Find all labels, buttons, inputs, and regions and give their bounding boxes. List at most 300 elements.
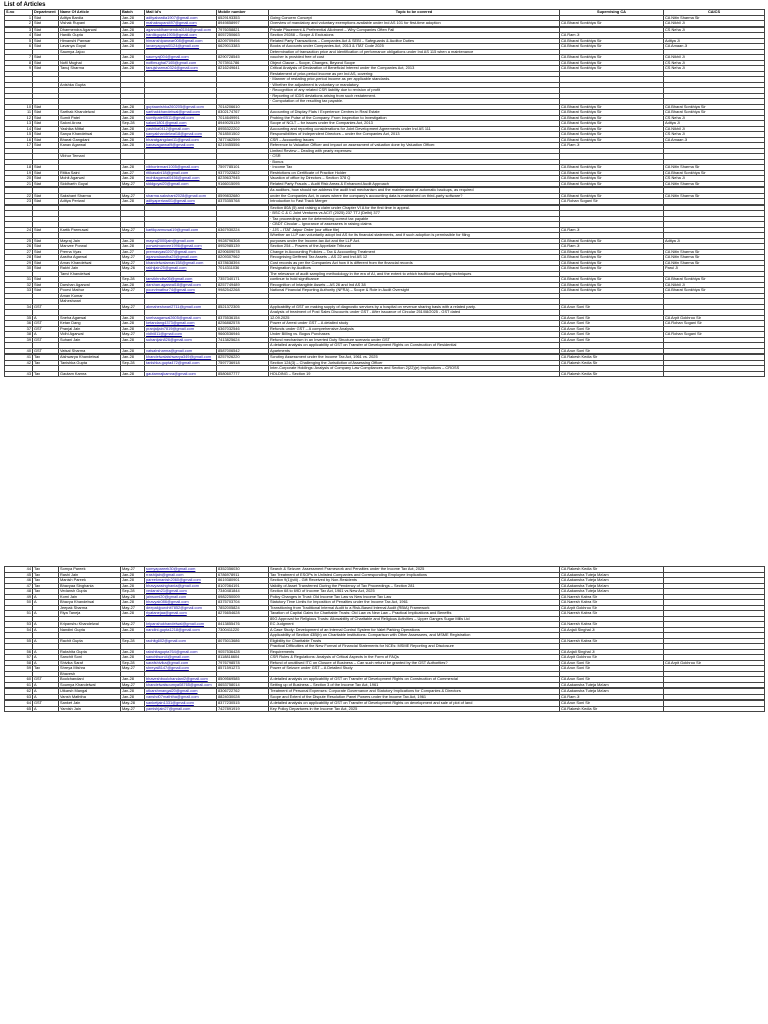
row-topic-cell: Key Policy Departures in the Income Tax Act, 2025 <box>269 706 560 712</box>
row-topic-cell: Apartments <box>269 348 560 354</box>
row-topic-cell: Probing the Pulse of the Company: From Inspection to Investigation <box>269 115 560 121</box>
row-supervising-cell: CA Aakansha Tuteja Ma'am <box>560 572 664 578</box>
row-mail-cell[interactable]: deepakjpurohit7852@gmail.com <box>145 605 217 611</box>
row-batch-cell: May-27 <box>121 666 145 672</box>
row-department-cell: Stat <box>33 288 59 294</box>
row-department-cell: Tax <box>33 371 59 377</box>
row-mail-cell[interactable]: hardikgupta1905@gmail.com <box>145 33 217 39</box>
row-mail-cell[interactable]: guptaanishka260205@gmail.com <box>145 104 217 110</box>
row-supervising-cell: CA Arun Soni Sir <box>560 321 664 327</box>
row-mobile-cell: 6219455556 <box>217 143 269 149</box>
row-topic-cell: voucher is provided free of cost <box>269 55 560 61</box>
row-mobile-cell: 8257749489 <box>217 282 269 288</box>
row-topic-cell: Accounting and reporting considerations for Joint Development Agreements under Ind AS 111 <box>269 126 560 132</box>
row-name-cell: Ketan Dang <box>59 321 121 327</box>
row-department-cell: GST <box>33 701 59 707</box>
row-mail-cell[interactable]: tanishka.gupta472@gmail.com <box>145 360 217 366</box>
row-name-cell: Vibhor Temani <box>59 154 121 160</box>
row-name-cell: Tanishka Gupta <box>59 360 121 366</box>
row-name-cell: Rashi Jain <box>59 572 121 578</box>
row-sno-cell: 41 <box>5 355 33 361</box>
row-name-cell: Dharmendra Agarwal <box>59 27 121 33</box>
row-mail-cell[interactable]: snehaagarwal2605@gmail.com <box>145 315 217 321</box>
row-sno-cell: 25 <box>5 238 33 244</box>
row-name-cell: Nofil Mughal <box>59 60 121 66</box>
row-mail-cell[interactable]: mohitagarwal0456@gmail.com <box>145 176 217 182</box>
row-mail-cell[interactable]: khandelwalarnav158@gmail.com <box>145 260 217 266</box>
row-mobile-cell: 6629013383 <box>217 44 269 50</box>
row-mail-cell[interactable]: sarthakkhandelwal@gmail.com <box>145 110 217 116</box>
row-sno-cell: 53 <box>5 622 33 628</box>
row-mail-cell[interactable]: agarwalaastha25@gmail.com <box>145 255 217 261</box>
row-sno-cell: 7 <box>5 55 33 61</box>
row-mobile-cell: 8290609078 <box>217 249 269 255</box>
row-topic-cell: A Case Study: Development of an Internal Control System for Valet Parking Operations <box>269 627 560 633</box>
row-department-cell: A <box>33 600 59 606</box>
row-name-cell: Hardik Gupta <box>59 33 121 39</box>
row-batch-cell: Sep-28 <box>121 121 145 127</box>
row-department-cell: A <box>33 611 59 617</box>
row-batch-cell: Jan-28 <box>121 611 145 617</box>
row-mobile-cell: 7597736918 <box>217 360 269 366</box>
row-mail-cell[interactable]: sanyakhandelwal18@gmail.com <box>145 132 217 138</box>
row-topic-cell: Restatement of prior-period income as per Ind AS, covering: <box>269 71 560 77</box>
row-name-cell: Soumya Khandelwal <box>59 682 121 688</box>
row-name-cell: Aditya Periwal <box>59 199 121 205</box>
row-mail-cell[interactable]: gautamrajkamra@gmail.com <box>145 371 217 377</box>
row-sno-cell: 6 <box>5 44 33 50</box>
row-topic-cell: Requirements <box>269 649 560 655</box>
row-mail-cell[interactable]: porwalmanvee1996@gmail.com <box>145 244 217 250</box>
row-department-cell: Stat <box>33 110 59 116</box>
row-department-cell: Tax <box>33 567 59 573</box>
row-sno-cell: 5 <box>5 38 33 44</box>
row-topic-cell: Tax Treatment of ESOPs in Unlisted Companies and Corresponding Employee Implications <box>269 572 560 578</box>
row-mail-cell[interactable]: nofilmughal7165@gmail.com <box>145 60 217 66</box>
row-batch-cell: May-27 <box>121 255 145 261</box>
row-name-cell: Manish Pareek <box>59 578 121 584</box>
row-topic-cell: continue to hold significance <box>269 277 560 283</box>
row-supervising-cell: CA Bharat Sonkhiya Sir <box>560 137 664 143</box>
row-name-cell: Sanchit Soni <box>59 655 121 661</box>
row-topic-cell: Scope of NCLT – for issues under the Companies Act, 2013 <box>269 121 560 127</box>
row-department-cell: Stat <box>33 199 59 205</box>
row-supervising-cell: CA Bharat Sonkhiya Sir <box>560 277 664 283</box>
row-caics-cell: CA Nikhil Ji <box>664 21 765 27</box>
row-name-cell: Sanya Khandelwal <box>59 132 121 138</box>
row-department-cell: A <box>33 638 59 644</box>
row-caics-cell: Parul Ji <box>664 266 765 272</box>
row-supervising-cell: CA Bharat Sonkhiya Sir <box>560 238 664 244</box>
row-topic-cell: Accounting of Display Flats / Experience Centres in Real Estate <box>269 110 560 116</box>
row-sno-cell: 11 <box>5 110 33 116</box>
row-mail-cell[interactable]: mahakrupani497@gmail.com <box>145 21 217 27</box>
row-sno-cell: 24 <box>5 227 33 233</box>
row-batch-cell: May-27 <box>121 193 145 199</box>
row-mobile-cell: 7014311036 <box>217 266 269 272</box>
row-mail-cell[interactable]: sumitpatel0511@gmail.com <box>145 115 217 121</box>
table-1-body <box>5 15 765 377</box>
row-mail-cell[interactable]: akmaheshwari2711@gmail.com <box>145 304 217 310</box>
row-name-cell: Prerna Vyas <box>59 249 121 255</box>
row-mail-cell[interactable]: tanujsharma0324@gmail.com <box>145 66 217 72</box>
row-name-cell: Vansh Maththa <box>59 694 121 700</box>
row-mail-cell[interactable]: vanshd07maththa@gmail.com <box>145 694 217 700</box>
row-mail-cell[interactable]: shreyal8147@gmail.com <box>145 666 217 672</box>
row-batch-cell: Jan-28 <box>121 572 145 578</box>
row-supervising-cell: CA Bharat Sonkhiya Sir <box>560 288 664 294</box>
row-supervising-cell: CA Arun Soni Sir <box>560 337 664 343</box>
row-mobile-cell: 8075013686 <box>217 638 269 644</box>
header-department: Department <box>33 10 59 16</box>
row-mail-cell[interactable]: rakshitagupta764@gmail.com <box>145 649 217 655</box>
row-caics-cell: CS Neha Ji <box>664 176 765 182</box>
row-mail-cell[interactable]: lavanyagoyal0124@gmail.com <box>145 44 217 50</box>
row-batch-cell: May-28 <box>121 594 145 600</box>
row-mobile-cell: 7852005824 <box>217 605 269 611</box>
row-name-cell: Bhavya Khandelwal <box>59 600 121 606</box>
row-mail-cell[interactable]: kanavagarwal9@gmail.com <box>145 143 217 149</box>
row-sno-cell: 22 <box>5 193 33 199</box>
row-batch-cell: Jan-28 <box>121 66 145 72</box>
row-mail-cell[interactable]: ritikasaini18@gmail.com <box>145 170 217 176</box>
row-mobile-cell: 7618501502 <box>217 132 269 138</box>
row-topic-cell: Scope and Extent of the Dispute Resolution Panel Powers under the Income Tax Act, 1961 <box>269 694 560 700</box>
row-department-cell: Stat <box>33 104 59 110</box>
row-department-cell: Stat <box>33 255 59 261</box>
row-mobile-cell: 7300411220 <box>217 627 269 633</box>
row-sno-cell: 64 <box>5 701 33 707</box>
row-department-cell: Stat <box>33 21 59 27</box>
row-department-cell: Stat <box>33 38 59 44</box>
row-mobile-cell: 8216249641 <box>217 66 269 72</box>
row-sno-cell: 63 <box>5 694 33 700</box>
row-mail-cell[interactable]: pareekmanish2060@gmail.com <box>145 578 217 584</box>
row-name-cell: Sanket Jain <box>59 701 121 707</box>
row-sno-cell: 44 <box>5 567 33 573</box>
row-mobile-cell: 7597785101 <box>217 165 269 171</box>
row-sno-cell: 26 <box>5 244 33 250</box>
row-sno-cell: 62 <box>5 689 33 695</box>
row-caics-cell <box>664 371 765 377</box>
row-mobile-cell: 7340481844 <box>217 589 269 595</box>
row-caics-cell: CA Nitin Sharma Sir <box>664 255 765 261</box>
row-caics-cell: CS Neha Ji <box>664 27 765 33</box>
row-mail-cell[interactable]: vedansh21@gmail.com <box>145 589 217 595</box>
row-mail-cell[interactable]: bhaveshboolchandani2@gmail.com <box>145 677 217 683</box>
row-name-cell: Aishwarya Khandelwal <box>59 355 121 361</box>
row-mail-cell[interactable]: prernavyas0207@gmail.com <box>145 249 217 255</box>
row-department-cell: Stat <box>33 44 59 50</box>
row-mobile-cell: 8276654628 <box>217 611 269 617</box>
row-caics-cell: CS Neha Ji <box>664 132 765 138</box>
row-department-cell: Stat <box>33 238 59 244</box>
row-topic-cell: under the Companies Act, in cases where the company's accounting data is maintained on third-party software? <box>269 193 560 199</box>
row-batch-cell: May-27 <box>121 227 145 233</box>
row-topic-cell: The relevance of audit sampling methodology in the era of AI, and the extent to which traditional sampling techniques <box>269 271 560 277</box>
row-mobile-cell: 8599832680 <box>217 193 269 199</box>
row-mail-cell[interactable]: utkarshmangal20@gmail.com <box>145 689 217 695</box>
row-topic-cell: Responsibilities of Independent Directors – under the Companies Act, 2013 <box>269 132 560 138</box>
row-mobile-cell: 8521372305 <box>217 304 269 310</box>
row-mail-cell[interactable]: riyatanejaa@gmail.com <box>145 611 217 617</box>
row-topic-cell: Reference to Valuation Officer and impact on assessment of valuation done by Valuation Officer. <box>269 143 560 149</box>
row-mobile-cell: 6786978911 <box>217 572 269 578</box>
row-caics-cell: CS Neha Ji <box>664 60 765 66</box>
header-mobile: Mobile number <box>217 10 269 16</box>
row-mail-cell[interactable]: ketandang4373@gmail.com <box>145 321 217 327</box>
row-sno-cell: 19 <box>5 170 33 176</box>
row-caics-cell: CA Nitin Sharma Sir <box>664 249 765 255</box>
row-mail-cell[interactable]: sharma.sakshant2028@gmail.com <box>145 193 217 199</box>
row-name-cell: Vishak Rupani <box>59 21 121 27</box>
row-mail-cell[interactable]: saumyaj004@gmail.com <box>145 55 217 61</box>
row-department-cell: A <box>33 315 59 321</box>
row-name-cell: Kanav Agarwal <box>59 143 121 149</box>
row-supervising-cell: CA Ram Ji <box>560 694 664 700</box>
row-topic-cell: Limited Review – Dealing with yearly expenses: <box>269 148 560 154</box>
table-2-body <box>5 567 765 712</box>
row-mail-cell[interactable]: mayraj2000jain@gmail.com <box>145 238 217 244</box>
row-mail-cell[interactable]: yashika0412@gmail.com <box>145 126 217 132</box>
row-supervising-cell: CA Bharat Sonkhiya Sir <box>560 165 664 171</box>
row-topic-cell: Treatment of Personal Expenses: Corporate Governance and Statutory Implications for Companies & Directors <box>269 689 560 695</box>
row-batch-cell: Jan-28 <box>121 583 145 589</box>
row-topic-cell: Related Party Transactions – Companies Act & SEBI – Safeguards & Auditor Duties <box>269 38 560 44</box>
row-mail-cell[interactable]: vibhortemani1005@gmail.com <box>145 165 217 171</box>
row-batch-cell: Jan-28 <box>121 176 145 182</box>
row-caics-cell: CA Bharat Sonkhiya Sir <box>664 288 765 294</box>
row-topic-cell: Section 68 to 69D of Income Tax Act, 1961 vs New Act, 2025 <box>269 589 560 595</box>
row-topic-cell: Analysis of treatment of Post Sales Discounts under GST - After issuance of Circular 251/08/2025 - GST dated <box>269 310 560 316</box>
row-sno-cell: 34 <box>5 304 33 310</box>
row-mail-cell[interactable]: himanshipanwar008@gmail.com <box>145 38 217 44</box>
row-mobile-cell: 7073911786 <box>217 60 269 66</box>
row-department-cell: Stat <box>33 33 59 39</box>
row-mail-cell[interactable]: vatsalrsharma@gmail.com <box>145 348 217 354</box>
row-mail-cell[interactable]: khandelwalsoumya08765@gmail.com <box>145 682 217 688</box>
row-supervising-cell: CA Bharat Sonkhiya Sir <box>560 282 664 288</box>
row-supervising-cell: CA Rakesh Kedia Sir <box>560 567 664 573</box>
row-sno-cell: 4 <box>5 33 33 39</box>
row-mail-cell[interactable]: siddgoyal20@gmail.com <box>145 181 217 187</box>
row-department-cell: Stat <box>33 55 59 61</box>
row-topic-cell: 80G Approval for Religious Trusts: Allowability of Charitable and Religious Activities – Upper Ganges Sugar Mills Ltd <box>269 616 560 622</box>
row-mobile-cell: 9057536428 <box>217 649 269 655</box>
row-sno-cell: 33 <box>5 288 33 294</box>
row-mail-cell[interactable]: sarafshivika@gmail.com <box>145 660 217 666</box>
row-department-cell: A <box>33 706 59 712</box>
row-batch-cell: Jan-28 <box>121 199 145 205</box>
header-name: Name Of Article <box>59 10 121 16</box>
row-supervising-cell: CA Ram Ji <box>560 244 664 250</box>
row-caics-cell: CA Amaan Ji <box>664 44 765 50</box>
row-mobile-cell: 8377230515 <box>217 701 269 707</box>
row-name-cell: Himanshi Panwar <box>59 38 121 44</box>
row-sno-cell: 28 <box>5 255 33 261</box>
header-topic: Topic to be covered <box>269 10 560 16</box>
row-mail-cell[interactable]: saloni1801@gmail.com <box>145 121 217 127</box>
row-mail-cell[interactable]: darshan.agarwal18@gmail.com <box>145 282 217 288</box>
row-supervising-cell: CA Arun Soni Sir <box>560 348 664 354</box>
row-topic-cell: Setting up of Business – Section 3 of the Income Tax Act, 1961 <box>269 682 560 688</box>
row-topic-cell: As auditors, how should we address the audit trail mechanism and the maintenance of automatic backups, as required <box>269 188 560 194</box>
row-supervising-cell: CA Aakansha Tuteja Ma'am <box>560 682 664 688</box>
row-topic-cell: Transitioning from Traditional Internal Audit to a Risk-Based Internal Audit (RBIA) Framework <box>269 605 560 611</box>
row-supervising-cell: CA Arun Soni Sir <box>560 332 664 338</box>
row-mail-cell[interactable]: adityaperiwal01@gmail.com <box>145 199 217 205</box>
row-mobile-cell: 8118816604 <box>217 655 269 661</box>
row-topic-cell: · Tax proceedings are for determining correct tax payable <box>269 216 560 222</box>
row-mail-cell[interactable]: nandini.gupta1218@gmail.com <box>145 627 217 633</box>
row-batch-cell: Jan-28 <box>121 315 145 321</box>
row-name-cell: Arnav Khandelwal <box>59 260 121 266</box>
row-caics-cell: Aditya Ji <box>664 38 765 44</box>
row-supervising-cell: CA Arun Soni Sir <box>560 326 664 332</box>
row-topic-cell: Applicability of Section 43B(h) on Charitable Institutions: Comparison with Other Assessees, and MSME Registration <box>269 633 560 639</box>
row-supervising-cell: CA Arun Soni Sir <box>560 677 664 683</box>
row-topic-cell: · BSC C & C Joint Ventures vs ACIT (2025) 237 TTJ (Delhi) 377 <box>269 211 560 217</box>
row-topic-cell: · Recognition of any related CSR liability due to revision of profit <box>269 88 560 94</box>
row-mail-cell[interactable]: rrashijain@gmail.com <box>145 572 217 578</box>
row-department-cell: A <box>33 627 59 633</box>
row-supervising-cell: CA Naresh Kabra Sir <box>560 600 664 606</box>
row-sno-cell: 10 <box>5 104 33 110</box>
row-supervising-cell: CA Aakansha Tuteja Ma'am <box>560 689 664 695</box>
row-supervising-cell: CA Arun Soni Sir <box>560 315 664 321</box>
row-topic-cell: Policy Changes in Trust: Old Income Tax Law vs New Income Tax Law <box>269 594 560 600</box>
row-topic-cell: Determination of transaction price and identification of performance obligations under Ind AS 115 when a maintenance <box>269 49 560 55</box>
row-batch-cell: Jan-28 <box>121 326 145 332</box>
row-mobile-cell: 9660536946 <box>217 332 269 338</box>
row-department-cell: Stat <box>33 260 59 266</box>
row-caics-cell: CA Arpit Gokhroo Sir <box>664 660 765 666</box>
row-caics-cell: CA Nitin Sharma Sir <box>664 193 765 199</box>
row-mail-cell[interactable]: adityabardia1907@gmail.com <box>145 15 217 21</box>
row-supervising-cell: CA Rakesh Kedia Sir <box>560 371 664 377</box>
row-batch-cell: Jan-28 <box>121 38 145 44</box>
row-sno-cell: 14 <box>5 126 33 132</box>
row-mail-cell[interactable]: rachitg602@gmail.com <box>145 638 217 644</box>
row-supervising-cell: CA Aakansha Tuteja Ma'am <box>560 589 664 595</box>
row-topic-cell: Section 9(1)(viii) - Gift Received by Non-Residents <box>269 578 560 584</box>
row-sno-cell: 39 <box>5 337 33 343</box>
row-name-cell: Aman Kumar <box>59 293 121 299</box>
row-mobile-cell: 8306722762 <box>217 689 269 695</box>
row-mail-cell[interactable]: jainsomi20@gmail.com <box>145 594 217 600</box>
row-mail-cell[interactable]: bhavyaasinghania@gmail.com <box>145 583 217 589</box>
row-supervising-cell: CA Rakesh Kedia Sir <box>560 706 664 712</box>
row-mail-cell[interactable]: poorvimathur74@gmail.com <box>145 288 217 294</box>
row-name-cell: Gautam Kamra <box>59 371 121 377</box>
row-mail-cell[interactable]: khandelwalaishwarya349@gmail.com <box>145 355 217 361</box>
row-name-cell: Saloni Arora <box>59 121 121 127</box>
row-department-cell: Stat <box>33 227 59 233</box>
row-batch-cell: Jan-28 <box>121 627 145 633</box>
row-department-cell: Stat <box>33 137 59 143</box>
row-sno-cell: 1 <box>5 15 33 21</box>
row-department-cell: GST <box>33 304 59 310</box>
row-sno-cell: 51 <box>5 611 33 617</box>
row-department-cell: Stat <box>33 244 59 250</box>
row-mobile-cell: 8375703704 <box>217 600 269 606</box>
row-sno-cell: 54 <box>5 627 33 633</box>
row-sno-cell: 13 <box>5 121 33 127</box>
row-name-cell: Boolchandani <box>59 677 121 683</box>
row-mail-cell[interactable]: kartikparmuwal19@gmail.com <box>145 227 217 233</box>
row-topic-cell: A detailed analysis on applicability of GST on Transfer of Development Rights on Construction of Commercial <box>269 677 560 683</box>
row-name-cell: Shivika Saraf <box>59 660 121 666</box>
row-mail-cell[interactable]: tanvikhndlw05@gmail.com <box>145 277 217 283</box>
row-mail-cell[interactable]: yamishjain27@gmail.com <box>145 706 217 712</box>
row-batch-cell: Jan-28 <box>121 27 145 33</box>
row-topic-cell: Refund of unutilised ITC on Closure of Business – Can such refund be granted by the GST Authorities? <box>269 660 560 666</box>
row-caics-cell: CA Nikhil Ji <box>664 282 765 288</box>
row-sno-cell: 40 <box>5 348 33 354</box>
row-supervising-cell: CA Bharat Sonkhiya Sir <box>560 104 664 110</box>
row-mail-cell[interactable]: suhanijain826@gmail.com <box>145 337 217 343</box>
row-department-cell: Stat <box>33 170 59 176</box>
row-mail-cell[interactable]: pranjaljain7819@gmail.com <box>145 326 217 332</box>
row-mail-cell[interactable]: rakhijain25@gmail.com <box>145 266 217 272</box>
row-mail-cell[interactable]: somyapareek30@gmail.com <box>145 567 217 573</box>
row-topic-cell: Section 254 – Powers of the Appellate Tribunal <box>269 244 560 250</box>
row-mobile-cell: 7877462599 <box>217 137 269 143</box>
row-caics-cell: CA Rohan Sogani Sir <box>664 321 765 327</box>
row-mail-cell[interactable]: sanchitsoni4@gmail.com <box>145 655 217 661</box>
row-name-cell: Sneha Agarwal <box>59 315 121 321</box>
row-sno-cell: 57 <box>5 655 33 661</box>
row-caics-cell: CS Neha Ji <box>664 115 765 121</box>
row-mail-cell[interactable]: bharatgangdani11@gmail.com <box>145 137 217 143</box>
row-mail-cell[interactable]: kripanshukhandelwal@gmail.com <box>145 622 217 628</box>
row-name-cell: Pranjal Jain <box>59 326 121 332</box>
row-topic-cell: Section 80A (5) and raising a claim under Chapter VI A for the first time in appeal. <box>269 205 560 211</box>
row-batch-cell: Jan-28 <box>121 238 145 244</box>
row-department-cell: GST <box>33 348 59 354</box>
row-mail-cell[interactable]: vidhi811@gmail.com <box>145 332 217 338</box>
row-mobile-cell: 8290728545 <box>217 55 269 61</box>
row-name-cell: Aditya Bardia <box>59 15 121 21</box>
row-mobile-cell: 8375536154 <box>217 315 269 321</box>
row-supervising-cell: CA Arpit Gokhroo Sir <box>560 655 664 661</box>
row-department-cell: Stat <box>33 60 59 66</box>
row-caics-cell: CA Nikhil Ji <box>664 126 765 132</box>
row-mobile-cell: 8587006542 <box>217 348 269 354</box>
row-mail-cell[interactable]: sanketjain1331@gmail.com <box>145 701 217 707</box>
row-name-cell: Shreya Mishra <box>59 666 121 672</box>
row-supervising-cell: CA Bharat Sonkhiya Sir <box>560 260 664 266</box>
row-topic-cell: Power of Arrest under GST – A detailed study <box>269 321 560 327</box>
row-mobile-cell: 8949858997 <box>217 21 269 27</box>
row-supervising-cell: CA Bharat Sonkhiya Sir <box>560 170 664 176</box>
row-department-cell: GST <box>33 677 59 683</box>
row-mail-cell[interactable]: bhavyak086@gmail.com <box>145 600 217 606</box>
row-mail-cell[interactable]: agarwaldharmendra0104@gmail.com <box>145 27 217 33</box>
articles-table-1 <box>4 9 765 377</box>
row-department-cell: Stat <box>33 165 59 171</box>
row-topic-cell: · Bonus <box>269 159 560 165</box>
row-department-cell: Stat <box>33 132 59 138</box>
row-name-cell: Jeepak Sharma <box>59 605 121 611</box>
row-name-cell: Sakshant Sharma <box>59 193 121 199</box>
row-department-cell: Tax <box>33 666 59 672</box>
row-topic-cell: Private Placement & Preferential Allotment – Why Companies Often Fail <box>269 27 560 33</box>
row-topic-cell: · Income Tax <box>269 165 560 171</box>
row-caics-cell: CS Neha Ji <box>664 66 765 72</box>
row-batch-cell: Jan-28 <box>121 655 145 661</box>
row-batch-cell: Sep-28 <box>121 660 145 666</box>
